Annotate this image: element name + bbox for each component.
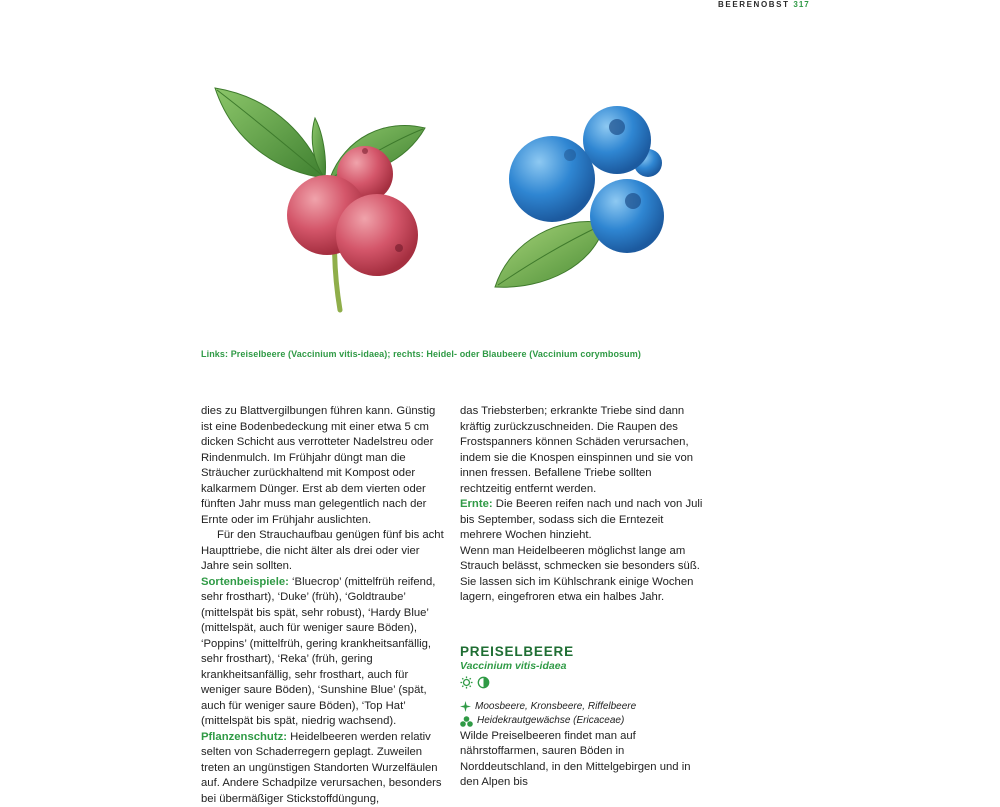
synonyms-text: Moosbeere, Kronsbeere, Riffelbeere [475, 700, 636, 715]
figure-caption: Links: Preiselbeere (Vaccinium vitis-idaea); rechts: Heidel- oder Blaubeere (Vaccinium corymbosum) [201, 349, 641, 359]
paragraph-wild-lingonberries: Wilde Preiselbeeren findet man auf nährstoffarmen, sauren Böden in Norddeutschland, in den Mittelgebirgen und in den Alpen bis [460, 729, 705, 791]
lingonberry-illustration [205, 78, 430, 318]
plant-protection-label: Pflanzenschutz: [201, 731, 287, 743]
header-section: BEERENOBST [718, 0, 790, 9]
location-symbols [460, 675, 705, 691]
sparkle-icon [460, 701, 471, 712]
harvest-label: Ernte: [460, 498, 493, 510]
paragraph-harvest [460, 497, 705, 544]
plant-family-text: Heidekrautgewächse (Ericaceae) [477, 714, 624, 729]
page-number: 317 [793, 0, 809, 9]
latin-name: Vaccinium vitis-idaea [460, 660, 705, 673]
plant-protection-text: Heidelbeeren werden relativ selten von Schaderregern geplagt. Zuweilen treten an ungünstigen Standorten Wurzelfäulen auf. Andere Schadpilze verursachen, besonders bei übermäßiger Stickstoffdüngung, [201, 731, 442, 805]
running-header [718, 0, 810, 9]
paragraph-varieties [201, 575, 445, 730]
text-column-right [460, 404, 705, 791]
plant-family-row [460, 714, 705, 729]
half-shade-icon [477, 676, 490, 689]
varieties-text: ‘Bluecrop’ (mittelfrüh reifend, sehr frosthart), ‘Duke’ (früh), ‘Goldtraube’ (mittelspät bis spät, sehr robust), ‘Hardy Blue’ (mittelspät, auch für weniger saure Böden), ‘Poppins’ (mittelfrüh, gering krankheitsanfällig, sehr frosthart), ‘Reka’ (früh, gering krankheitsanfällig, sehr frosthart, auch für weniger saure Böden), ‘Sunshine Blue’ (spät, auch für weniger saure Böden), ‘Top Hat’ (mittelspät bis spät, niedrig wachsend). [201, 576, 435, 728]
paragraph-storage: Wenn man Heidelbeeren möglichst lange am Strauch belässt, schmecken sie besonders süß. Sie lassen sich im Kühlschrank einige Wochen lagern, eingefroren etwa ein halbes Jahr. [460, 544, 705, 606]
varieties-label: Sortenbeispiele: [201, 576, 289, 588]
section-title: PREISELBEERE [460, 644, 705, 660]
harvest-text: Die Beeren reifen nach und nach von Juli bis September, sodass sich die Erntezeit mehrere Wochen hinzieht. [460, 498, 702, 541]
paragraph-soil-care: dies zu Blattvergilbungen führen kann. Günstig ist eine Bodenbedeckung mit einer etwa 5 cm dicken Schicht aus verrotteter Nadelstreu oder Rindenmulch. Im Frühjahr düngt man die Sträucher zurückhaltend mit Kompost oder kalkarmem Dünger. Erst ab dem vierten oder fünften Jahr muss man gelegentlich nach der Ernte oder im Frühjahr auslichten. [201, 404, 445, 528]
paragraph-dieback: das Triebsterben; erkrankte Triebe sind dann kräftig zurückzuschneiden. Die Raupen des Frostspanners können Schäden verursachen, indem sie die Knospen einspinnen und sie von innen fressen. Befallene Triebe sollten rechtzeitig entfernt werden. [460, 404, 705, 497]
paragraph-plant-protection [201, 730, 445, 807]
text-column-left [201, 404, 445, 807]
paragraph-shrub-structure: Für den Strauchaufbau genügen fünf bis acht Haupttriebe, die nicht älter als drei oder vier Jahre sein sollten. [201, 528, 445, 575]
cluster-icon [460, 716, 473, 727]
blueberry-illustration [490, 105, 675, 295]
sun-icon [460, 676, 473, 689]
synonyms-row [460, 700, 705, 715]
